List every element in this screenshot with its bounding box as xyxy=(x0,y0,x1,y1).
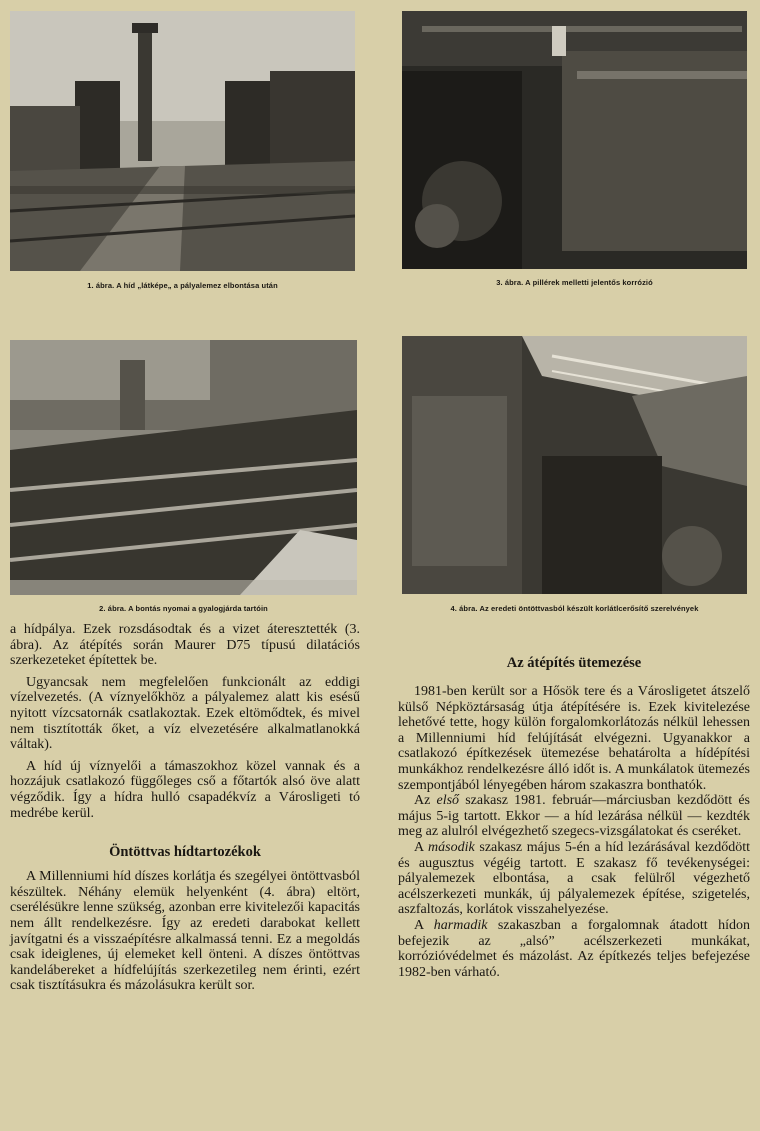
section-heading-cast-iron: Öntöttvas hídtartozékok xyxy=(109,844,261,861)
right-column xyxy=(398,654,750,980)
right-paragraph-3 xyxy=(398,840,750,918)
figure-4-photo xyxy=(402,336,747,594)
figure-4-caption: 4. ábra. Az eredeti öntöttvasból készült korlátlcerősítő szerelvények xyxy=(450,604,699,613)
figure-2-photo xyxy=(10,340,357,595)
right-paragraph-4-a: A xyxy=(414,917,434,933)
figure-3-caption: 3. ábra. A pillérek melletti jelentős korrózió xyxy=(496,278,653,287)
right-paragraph-2-em: első xyxy=(436,793,460,809)
right-paragraph-4 xyxy=(398,918,750,980)
right-paragraph-1: 1981-ben került sor a Hősök tere és a Városligetet átszelő külső Népköztársaság útja átépítésére is. Ezek kivitelezése lehetővé tette, hogy külön forgalomkorlátozás nélkül lehessen a Millenniumi híd felújítását elvégezni. Ugyanakkor a csatlakozó építkezések ütemezése behatárolta a hídépítési munkákhoz rendelkezésre álló időt is. A munkálatok ütemezés szempontjából lényegében három szakaszra bonthatók. xyxy=(398,684,750,793)
figure-2-caption: 2. ábra. A bontás nyomai a gyalogjárda tartóin xyxy=(99,604,268,613)
right-paragraph-2-a: Az xyxy=(414,793,437,809)
right-paragraph-2-b: szakasz 1981. február—márciusban kezdődött és május 5-ig tartott. Ekkor — a híd lezárása nélkül — kezdték meg az alulról elvégezhető szegecs-vizsgálatokat és cseréket. xyxy=(398,793,750,840)
figure-3-photo xyxy=(402,11,747,269)
figure-1-caption: 1. ábra. A híd „látképe„ a pályalemez elbontása után xyxy=(87,281,278,290)
section-heading-schedule: Az átépítés ütemezése xyxy=(506,655,642,671)
right-paragraph-2 xyxy=(398,793,750,840)
right-paragraph-3-em: második xyxy=(428,839,475,855)
right-paragraph-3-a: A xyxy=(414,839,429,855)
figure-1-photo xyxy=(10,11,355,271)
left-paragraph-3: A híd új víznyelői a támaszokhoz közel vannak és a hozzájuk csatlakozó függőleges cső a főtartók alsó öve alatt végződik. Így a hídra hulló csapadékvíz a Városligeti tó medrébe kerül. xyxy=(10,758,360,821)
right-paragraph-3-b: szakasz május 5-én a híd lezárásával kezdődött és augusztus végéig tartott. E szakasz fő tevékenységei: pályalemezek elbontása, a csak felülről végezhető acélszerkezeti munkák, új pályalemezek építése, szigetelés, aszfaltozás, korlátok visszahelyezése. xyxy=(398,839,750,918)
left-paragraph-1: a hídpálya. Ezek rozsdásodtak és a vizet áteresztették (3. ábra). Az átépítés során Maurer D75 típusú dilatációs szerkezeteket építettek be. xyxy=(10,622,360,669)
left-paragraph-4: A Millenniumi híd díszes korlátja és szegélyei öntöttvasból készültek. Néhány elemük helyenként (4. ábra) eltört, cserélésükre lenne szükség, azonban erre kivitelezői kapacitás nem állt rendelkezésre. Így az eredeti darabokat kellett javítgatni és a visszaépítésre alkalmassá tenni. Ez a megoldás csak ideiglenes, új elemeket kell önteni. A díszes öntöttvas kandelábereket a hídfelújítás szerkezetileg nem érinti, ezért csak tisztításukra és mázolásukra került sor. xyxy=(10,869,360,994)
right-paragraph-4-b: szakaszban a forgalomnak átadott hídon befejezik az „alsó” acélszerkezeti munkákat, korrózióvédelmet és mázolást. Az építkezés teljes befejezése 1982-ben várható. xyxy=(398,917,750,980)
left-paragraph-2: Ugyancsak nem megfelelően funkcionált az eddigi vízelvezetés. (A víznyelőkhöz a pályalemez alatt kis esésű nyitott vízcsatornák csatlakoztak. Ezek eltömődtek, és mivel nem tisztították őket, a víz elvezetésére alkalmatlanokká váltak). xyxy=(10,674,360,753)
right-paragraph-4-em: harmadik xyxy=(433,917,488,933)
left-column xyxy=(10,622,360,994)
